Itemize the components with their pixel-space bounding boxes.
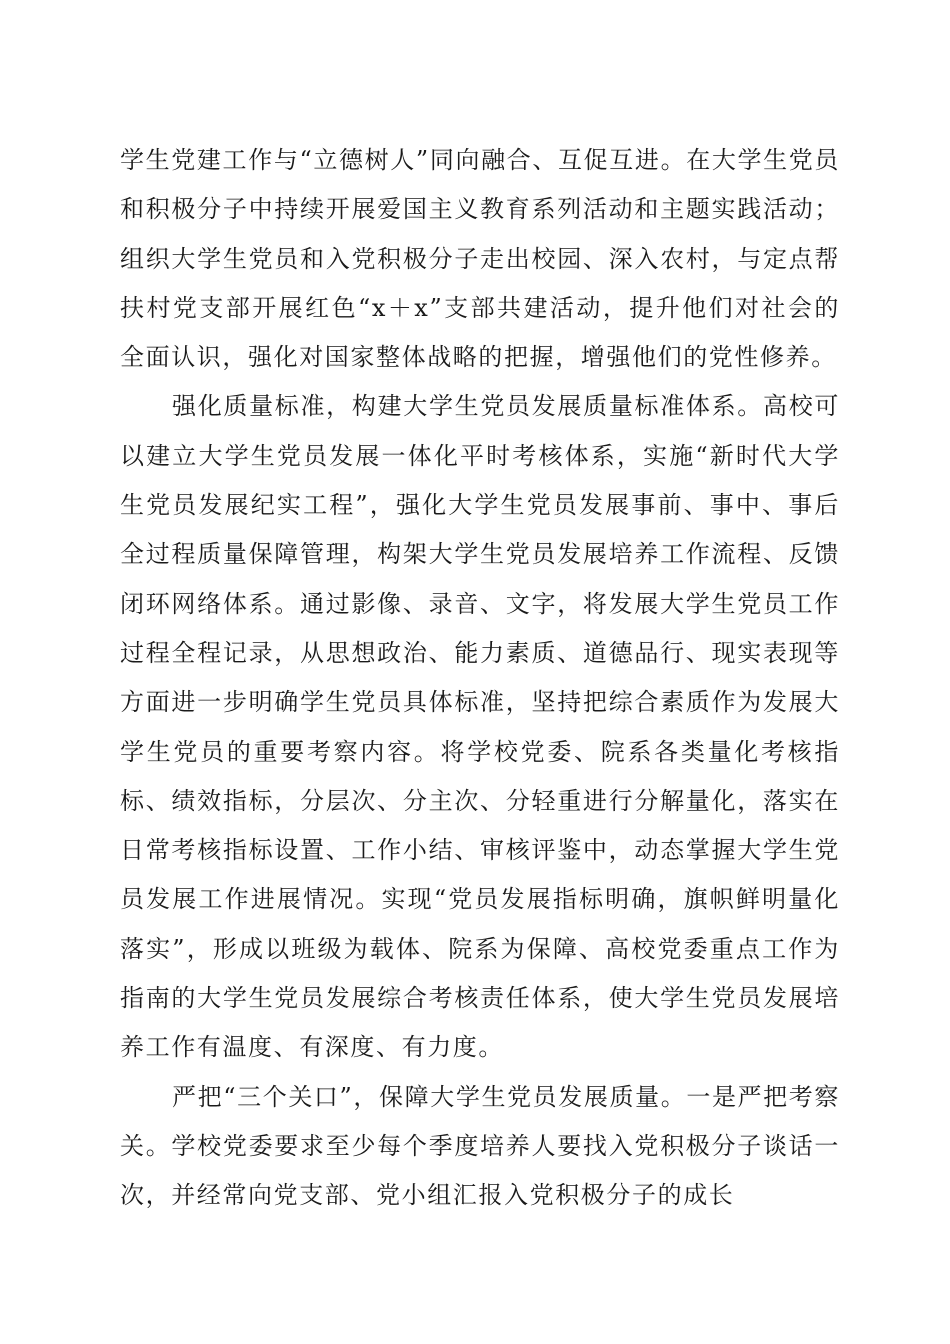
paragraph-2: 强化质量标准，构建大学生党员发展质量标准体系。高校可以建立大学生党员发展一体化平时考核体系，实施“新时代大学生党员发展纪实工程”，强化大学生党员发展事前、事中、事后全过程质量保障管理，构架大学生党员发展培养工作流程、反馈闭环网络体系。通过影像、录音、文字，将发展大学生党员工作过程全程记录，从思想政治、能力素质、道德品行、现实表现等方面进一步明确学生党员具体标准，坚持把综合素质作为发展大学生党员的重要考察内容。将学校党委、院系各类量化考核指标、绩效指标，分层次、分主次、分轻重进行分解量化，落实在日常考核指标设置、工作小结、审核评鉴中，动态掌握大学生党员发展工作进展情况。实现“党员发展指标明确，旗帜鲜明量化落实”，形成以班级为载体、院系为保障、高校党委重点工作为指南的大学生党员发展综合考核责任体系，使大学生党员发展培养工作有温度、有深度、有力度。 xyxy=(120,392,840,1062)
document-body xyxy=(120,136,840,1221)
paragraph-1: 学生党建工作与“立德树人”同向融合、互促互进。在大学生党员和积极分子中持续开展爱国主义教育系列活动和主题实践活动；组织大学生党员和入党积极分子走出校园、深入农村，与定点帮扶村党支部开展红色“x＋x”支部共建活动，提升他们对社会的全面认识，强化对国家整体战略的把握，增强他们的党性修养。 xyxy=(120,146,840,372)
paragraph-3: 严把“三个关口”，保障大学生党员发展质量。一是严把考察关。学校党委要求至少每个季度培养人要找入党积极分子谈话一次，并经常向党支部、党小组汇报入党积极分子的成长 xyxy=(120,1082,840,1210)
